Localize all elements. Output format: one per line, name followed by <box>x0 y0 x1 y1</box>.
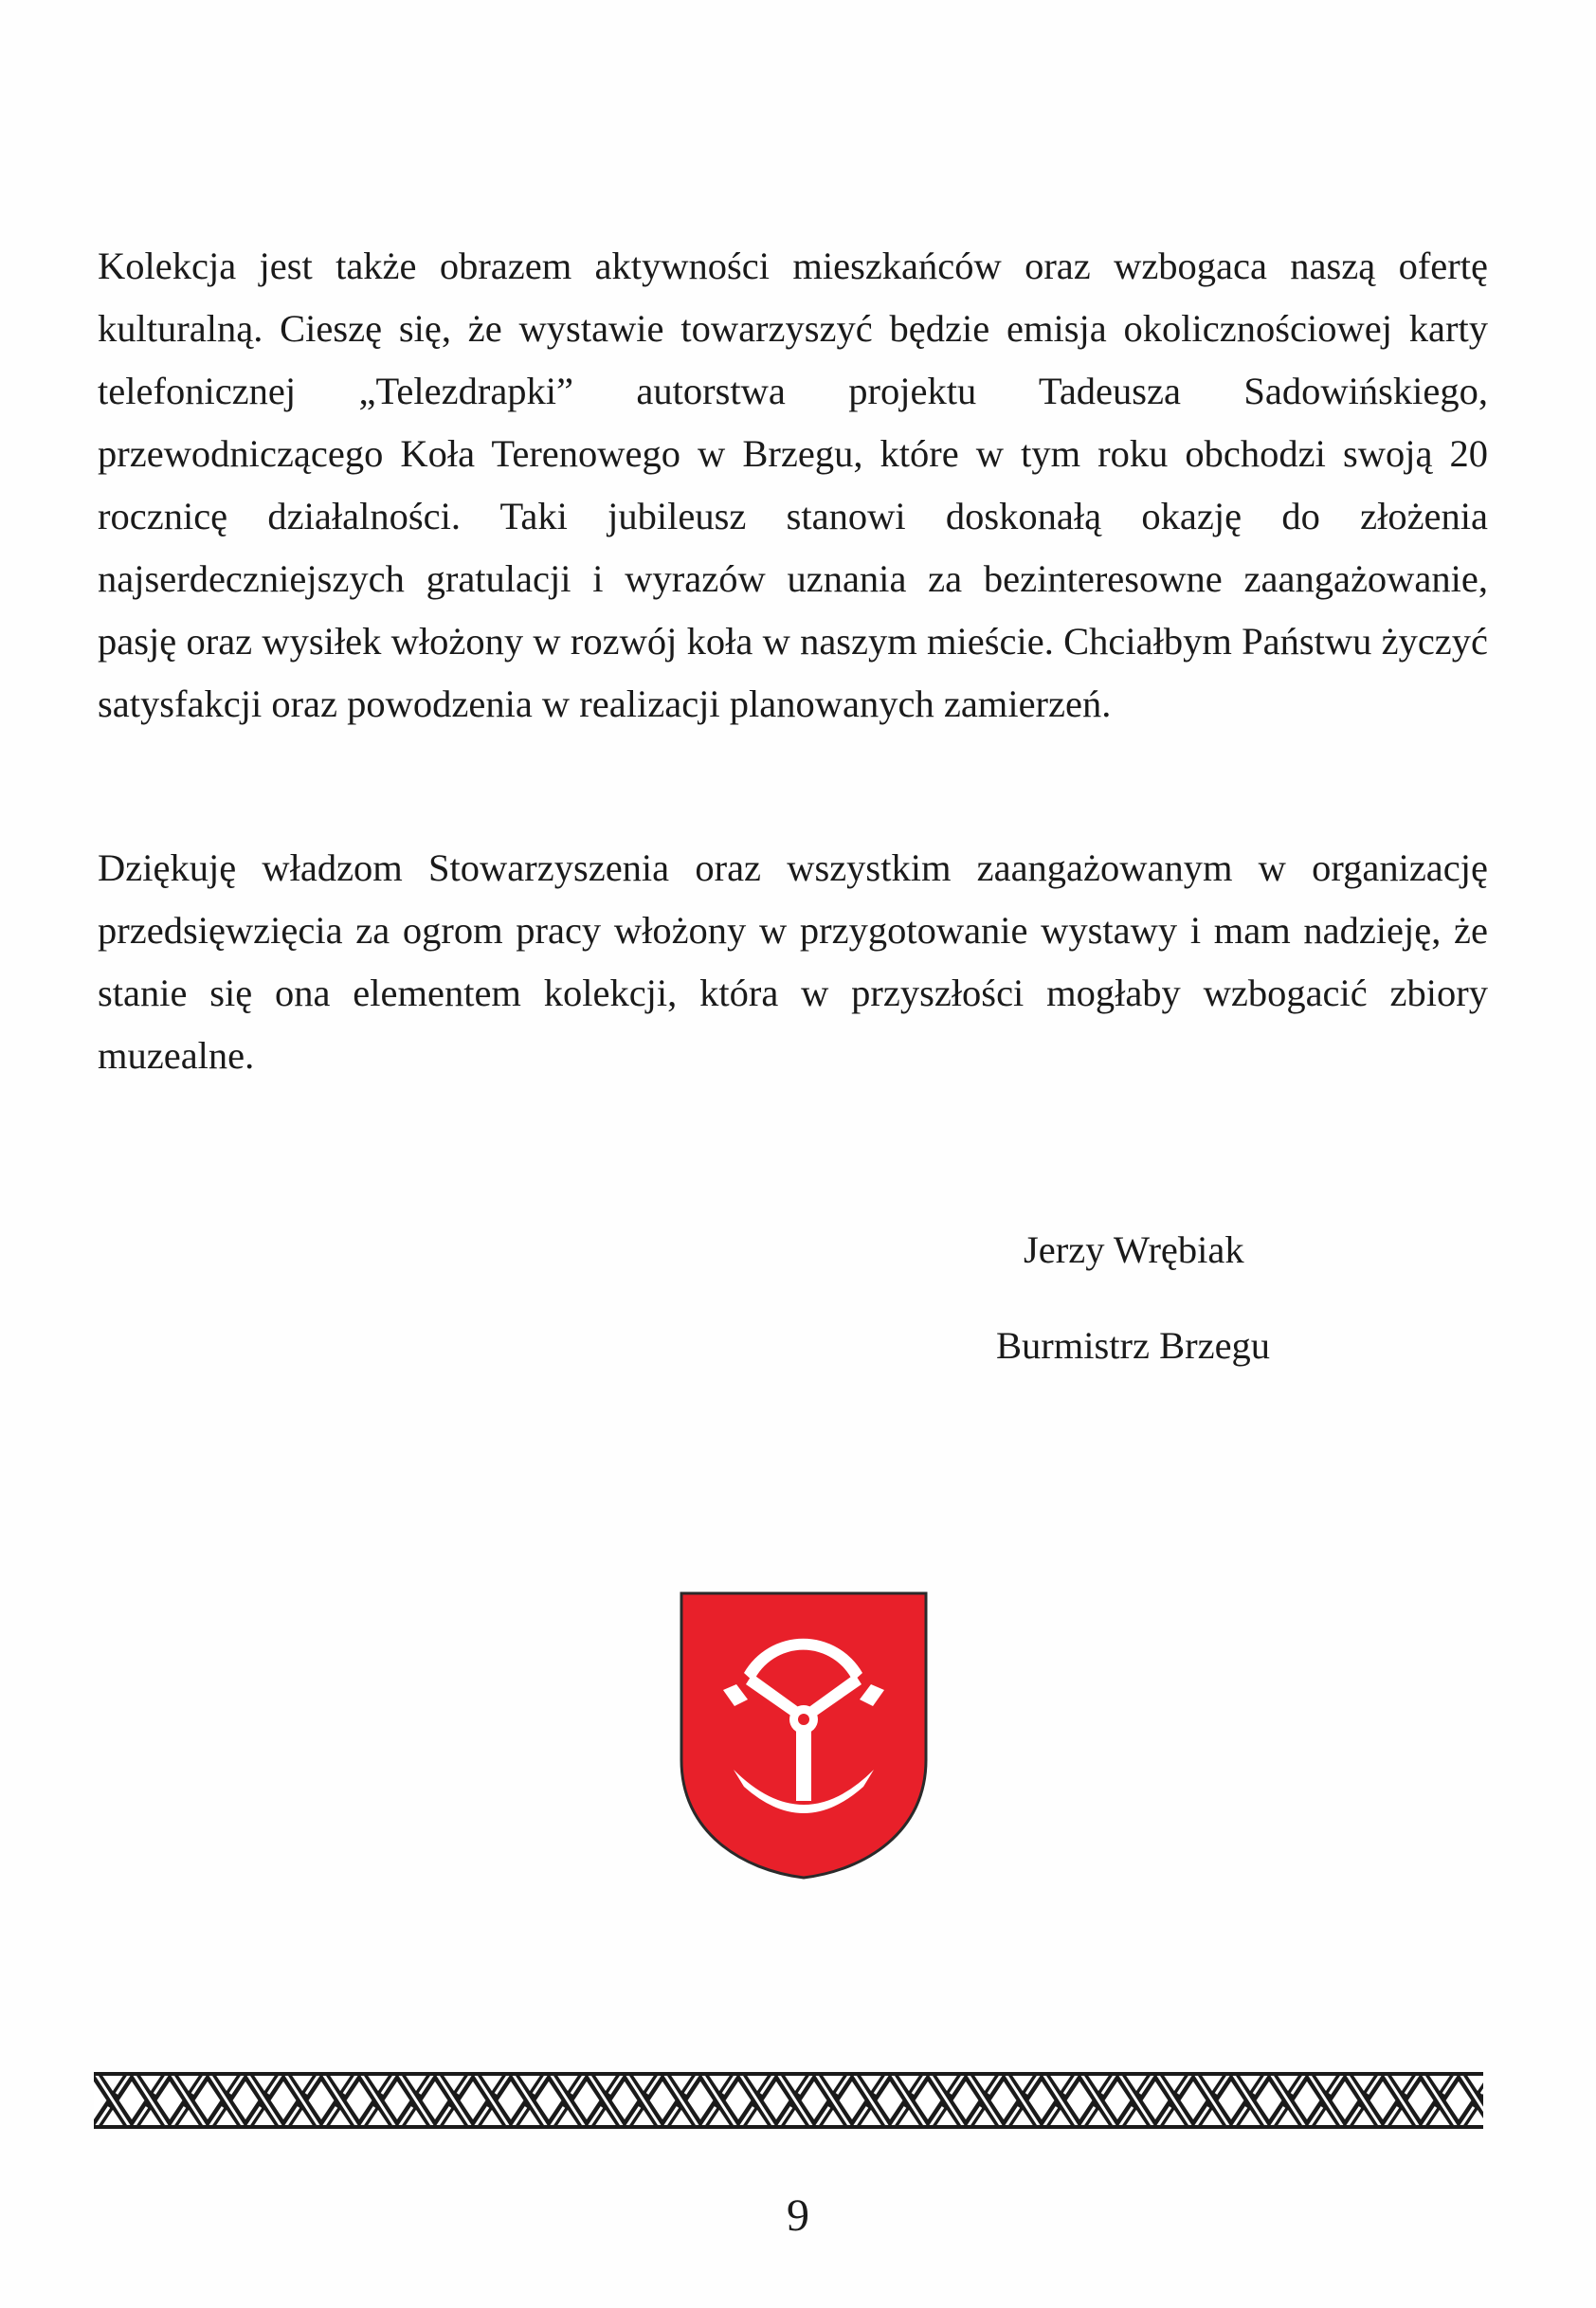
signature-name: Jerzy Wrębiak <box>1024 1228 1244 1271</box>
paragraph-1: Kolekcja jest także obrazem aktywności mieszkańców oraz wzbogaca naszą ofertę kulturalną. Cieszę się, że wystawie towarzyszyć będzie emisja okolicznościowej karty telefonicznej „Telezdrapki” autorstwa projektu Tadeusza Sadowińskiego, przewodniczącego Koła Terenowego w Brzegu, które w tym roku obchodzi swoją 20 rocznicę działalności. Taki jubileusz stanowi doskonałą okazję do złożenia najserdeczniejszych gratulacji i wyrazów uznania za bezinteresowne zaangażowanie, pasję oraz wysiłek włożony w rozwój koła w naszym mieście. Chciałbym Państwu życzyć satysfakcji oraz powodzenia w realizacji planowanych zamierzeń. <box>98 245 1488 725</box>
brzeg-coat-of-arms-icon <box>680 1591 928 1880</box>
page-number: 9 <box>787 2190 809 2241</box>
signature-title: Burmistrz Brzegu <box>996 1324 1271 1367</box>
braided-border-icon <box>94 2072 1483 2129</box>
paragraph-2: Dziękuję władzom Stowarzyszenia oraz wszystkim zaangażowanym w organizację przedsięwzięcia za ogrom pracy włożony w przygotowanie wystawy i mam nadzieję, że stanie się ona elementem kolekcji, która w przyszłości mogłaby wzbogacić zbiory muzealne. <box>98 846 1488 1077</box>
